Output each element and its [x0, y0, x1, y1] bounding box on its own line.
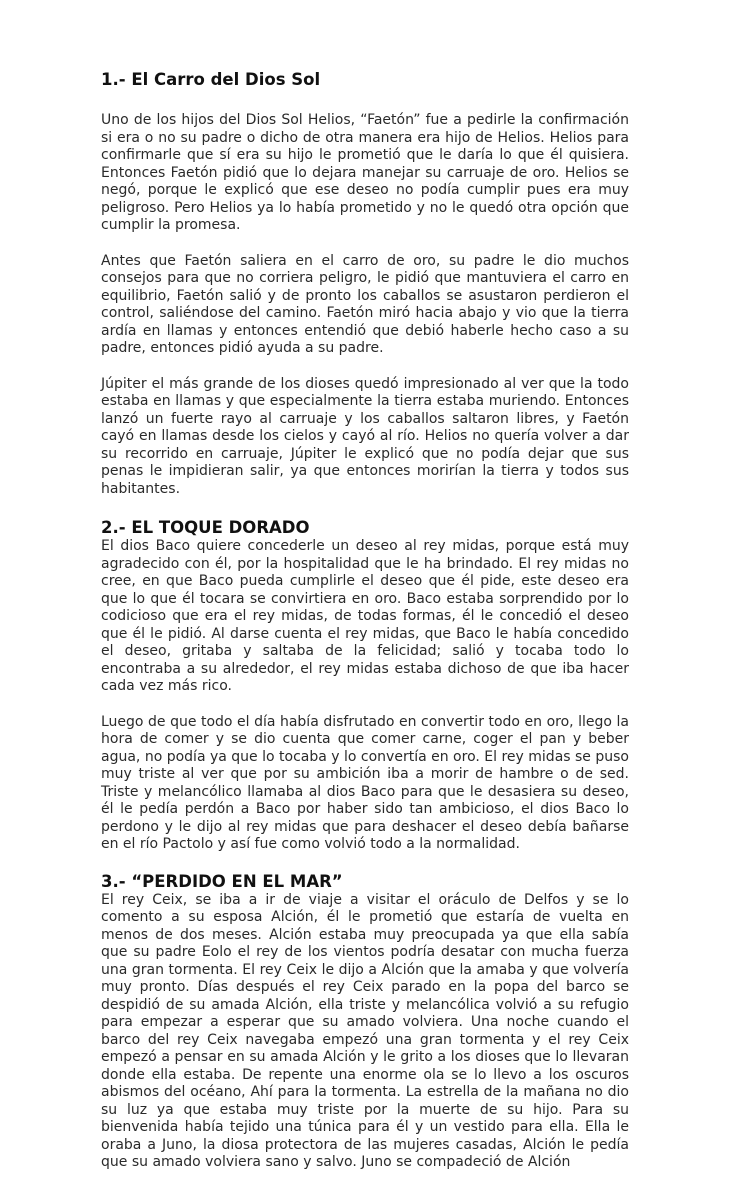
paragraph: El rey Ceix, se iba a ir de viaje a visitar el oráculo de Delfos y se lo comento a su esposa Alción, él le prometió que estaría de vuelta en menos de dos meses. Alción estaba muy preocupada ya que ella sabía que su padre Eolo el rey de los vientos podría desatar con mucha fuerza una gran tormenta. El rey Ceix le dijo a Alción que la amaba y que volvería muy pronto. Días después el rey Ceix parado en la popa del barco se despidió de su amada Alción, ella triste y melancólica volvió a su refugio para empezar a esperar que su amado volviera. Una noche cuando el barco del rey Ceix navegaba empezó una gran tormenta y el rey Ceix empezó a pensar en su amada Alción y le grito a los dioses que lo llevaran donde ella estaba. De repente una enorme ola se lo llevo a los oscuros abismos del océano, Ahí para la tormenta. La estrella de la mañana no dio su luz ya que estaba muy triste por la muerte de su hijo. Para su bienvenida había tejido una túnica para él y un vestido para ella. Ella le oraba a Juno, la diosa protectora de las mujeres casadas, Alción le pedía que su amado volviera sano y salvo. Juno se compadeció de Alción	[101, 891, 629, 1170]
paragraph: El dios Baco quiere concederle un deseo al rey midas, porque está muy agradecido con él, por la hospitalidad que le ha brindado. El rey midas no cree, en que Baco pueda cumplirle el deseo que él pide, este deseo era que lo que él tocara se convirtiera en oro. Baco estaba sorprendido por lo codicioso que era el rey midas, de todas formas, él le concedió el deseo que él le pidió. Al darse cuenta el rey midas, que Baco le había concedido el deseo, gritaba y saltaba de la felicidad; salió y tocaba todo lo encontraba a su alrededor, el rey midas estaba dichoso de que iba hacer cada vez más rico.	[101, 538, 629, 694]
section-heading: 1.- El Carro del Dios Sol	[101, 70, 321, 89]
paragraph: Antes que Faetón saliera en el carro de oro, su padre le dio muchos consejos para que no corriera peligro, le pidió que mantuviera el carro en equilibrio, Faetón salió y de pronto los caballos se asustaron perdieron el control, saliéndose del camino. Faetón miró hacia abajo y vio que la tierra ardía en llamas y entonces entendió que debió haberle hecho caso a su padre, entonces pidió ayuda a su padre.	[101, 252, 629, 356]
section-heading: 2.- EL TOQUE DORADO	[101, 518, 310, 537]
section-perdido-en-el-mar	[101, 872, 629, 1172]
paragraph: Júpiter el más grande de los dioses quedó impresionado al ver que la todo estaba en llamas y que especialmente la tierra estaba muriendo. Entonces lanzó un fuerte rayo al carruaje y los caballos saltaron libres, y Faetón cayó en llamas desde los cielos y cayó al río. Helios no quería volver a dar su recorrido en carruaje, Júpiter le explicó que no podía dejar que sus penas le impidieran salir, ya que entonces morirían la tierra y todos sus habitantes.	[101, 375, 629, 497]
section-toque-dorado	[101, 518, 629, 854]
section-carro-del-dios-sol	[101, 70, 629, 498]
document-page	[101, 70, 629, 1172]
paragraph: Uno de los hijos del Dios Sol Helios, “Faetón” fue a pedirle la confirmación si era o no su padre o dicho de otra manera era hijo de Helios. Helios para confirmarle que sí era su hijo le prometió que le daría lo que él quisiera. Entonces Faetón pidió que lo dejara manejar su carruaje de oro. Helios se negó, porque le explicó que ese deseo no podía cumplir pues era muy peligroso. Pero Helios ya lo había prometido y no le quedó otra opción que cumplir la promesa.	[101, 112, 629, 233]
paragraph: Luego de que todo el día había disfrutado en convertir todo en oro, llego la hora de comer y se dio cuenta que comer carne, coger el pan y beber agua, no podía ya que lo tocaba y lo convertía en oro. El rey midas se puso muy triste al ver que por su ambición iba a morir de hambre o de sed. Triste y melancólico llamaba al dios Baco para que le desasiera su deseo, él le pedía perdón a Baco por haber sido tan ambicioso, el dios Baco lo perdono y le dijo al rey midas que para deshacer el deseo debía bañarse en el río Pactolo y así fue como volvió todo a la normalidad.	[101, 713, 629, 852]
section-heading: 3.- “PERDIDO EN EL MAR”	[101, 871, 343, 891]
